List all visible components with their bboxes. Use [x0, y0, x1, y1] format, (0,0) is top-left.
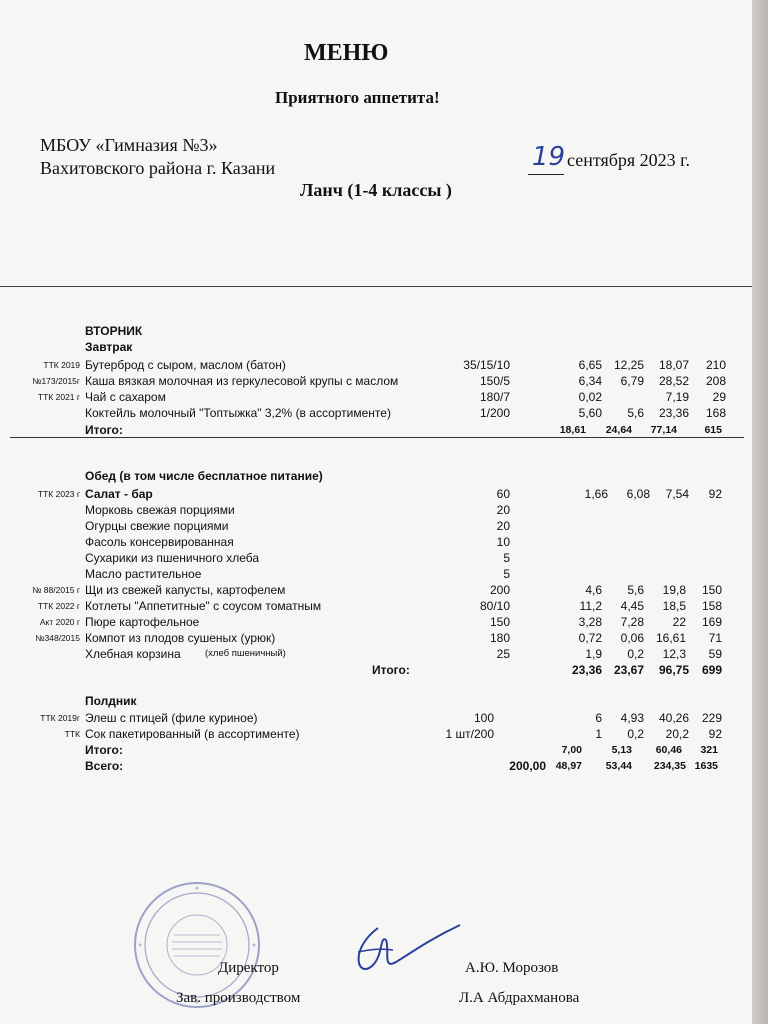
subtitle: Приятного аппетита! — [275, 88, 440, 107]
fats-total: 23,67 — [613, 663, 644, 677]
page-title: МЕНЮ — [304, 40, 389, 66]
dish-name: Пюре картофельное — [85, 615, 200, 629]
fats: 6,08 — [626, 487, 650, 501]
kcal: 168 — [705, 406, 726, 420]
production-name: Л.А Абдрахманова — [459, 990, 580, 1006]
carbs-total: 96,75 — [658, 663, 689, 677]
kcal-total: 615 — [704, 424, 722, 436]
portion: 1/200 — [479, 406, 510, 420]
paper-edge — [752, 0, 768, 1024]
portion: 20 — [496, 519, 510, 533]
snack-title: Полдник — [85, 694, 137, 708]
table-row — [0, 646, 752, 662]
proteins: 11,2 — [579, 599, 602, 613]
recipe-code: ТТК — [64, 729, 80, 739]
lunch-title: Обед (в том числе бесплатное питание) — [85, 469, 323, 483]
proteins-grand: 48,97 — [555, 760, 582, 772]
dish-name: Бутерброд с сыром, маслом (батон) — [85, 358, 286, 372]
dish-name: Коктейль молочный "Топтыжка" 3,2% (в ассортименте) — [85, 406, 391, 420]
fats-grand: 53,44 — [605, 760, 632, 772]
carbs: 20,2 — [665, 727, 689, 741]
recipe-code: ТТК 2022 г — [37, 601, 80, 611]
breakfast-title: Завтрак — [85, 340, 133, 354]
top-divider — [0, 286, 752, 287]
proteins-total: 23,36 — [571, 663, 602, 677]
snack-total-row — [0, 742, 752, 758]
fats-total: 24,64 — [605, 424, 632, 436]
carbs: 18,5 — [662, 599, 686, 613]
dish-name-note: (хлеб пшеничный) — [205, 648, 286, 659]
director-title: Директор — [218, 960, 279, 976]
kcal-grand: 1635 — [694, 760, 718, 772]
carbs-grand: 234,35 — [653, 760, 686, 772]
meal-title: Ланч (1-4 классы ) — [300, 180, 452, 200]
table-row — [0, 630, 752, 646]
kcal-total: 699 — [701, 663, 722, 677]
dish-name: Компот из плодов сушеных (урюк) — [85, 631, 276, 645]
portion: 100 — [473, 711, 494, 725]
portion: 1 шт/200 — [445, 727, 494, 741]
table-row — [0, 598, 752, 614]
proteins-total: 7,00 — [561, 744, 582, 756]
fats: 4,93 — [620, 711, 644, 725]
proteins: 1,9 — [585, 647, 602, 661]
table-row — [0, 726, 752, 742]
table-row — [0, 486, 752, 502]
table-row — [0, 582, 752, 598]
carbs: 28,52 — [658, 374, 689, 388]
table-row — [0, 614, 752, 630]
table-row — [0, 566, 752, 582]
fats-total: 5,13 — [611, 744, 632, 756]
proteins: 0,72 — [578, 631, 602, 645]
dish-name: Котлеты "Аппетитные" с соусом томатным — [85, 599, 322, 613]
carbs-total: 77,14 — [650, 424, 677, 436]
lunch-total-row — [0, 662, 752, 678]
portion: 5 — [503, 551, 510, 565]
date-text: сентября 2023 г. — [567, 150, 691, 170]
carbs: 22 — [672, 615, 686, 629]
section-divider — [10, 437, 744, 438]
portion: 180 — [489, 631, 510, 645]
proteins: 0,02 — [578, 390, 602, 404]
kcal: 150 — [701, 583, 722, 597]
dish-name: Хлебная корзина — [85, 647, 181, 661]
carbs-total: 60,46 — [655, 744, 682, 756]
director-name: А.Ю. Морозов — [465, 960, 559, 976]
breakfast-total-row — [0, 422, 752, 438]
grand-total-label: Всего: — [85, 759, 124, 773]
table-row — [0, 518, 752, 534]
dish-name: Щи из свежей капусты, картофелем — [85, 583, 286, 597]
grand-total-row — [0, 758, 752, 774]
table-row — [0, 534, 752, 550]
fats: 12,25 — [613, 358, 644, 372]
dish-name: Салат - бар — [85, 487, 153, 501]
dish-name: Чай с сахаром — [85, 390, 166, 404]
proteins: 1 — [595, 727, 602, 741]
fats: 5,6 — [627, 406, 644, 420]
table-row — [0, 373, 752, 389]
table-row — [0, 357, 752, 373]
fats: 6,79 — [620, 374, 644, 388]
carbs: 12,3 — [662, 647, 686, 661]
fats: 4,45 — [620, 599, 644, 613]
recipe-code: ТТК 2019 — [43, 360, 80, 370]
carbs: 7,54 — [665, 487, 689, 501]
dish-name: Масло растительное — [85, 567, 202, 581]
fats: 7,28 — [620, 615, 644, 629]
total-label: Итого: — [85, 743, 123, 757]
school-name: МБОУ «Гимназия №3» — [40, 135, 218, 155]
portion: 200 — [489, 583, 510, 597]
kcal: 169 — [701, 615, 722, 629]
director-signature — [338, 910, 468, 990]
carbs: 16,61 — [655, 631, 686, 645]
school-district: Вахитовского района г. Казани — [40, 158, 276, 178]
portion: 10 — [496, 535, 510, 549]
table-row — [0, 405, 752, 421]
portion: 180/7 — [479, 390, 510, 404]
portion: 20 — [496, 503, 510, 517]
portion: 60 — [496, 487, 510, 501]
proteins: 4,6 — [585, 583, 602, 597]
recipe-code: Акт 2020 г — [39, 617, 80, 627]
table-row — [0, 502, 752, 518]
kcal: 210 — [705, 358, 726, 372]
portion: 150/5 — [479, 374, 510, 388]
recipe-code: ТТК 2021 г — [37, 392, 80, 402]
recipe-code: №348/2015 — [35, 633, 80, 643]
proteins: 6 — [595, 711, 602, 725]
recipe-code: № 88/2015 г — [32, 585, 80, 595]
grand-weight: 200,00 — [509, 759, 546, 773]
date-day-handwritten: 19 — [532, 142, 566, 172]
proteins-total: 18,61 — [559, 424, 586, 436]
total-label: Итого: — [85, 423, 123, 437]
recipe-code: №173/2015г — [32, 376, 80, 386]
carbs: 7,19 — [665, 390, 689, 404]
fats: 0,2 — [627, 647, 644, 661]
total-label: Итого: — [372, 663, 410, 677]
kcal-total: 321 — [700, 744, 718, 756]
fats: 0,2 — [627, 727, 644, 741]
carbs: 18,07 — [658, 358, 689, 372]
fats: 5,6 — [627, 583, 644, 597]
proteins: 5,60 — [578, 406, 602, 420]
carbs: 40,26 — [658, 711, 689, 725]
kcal: 208 — [705, 374, 726, 388]
dish-name: Морковь свежая порциями — [85, 503, 235, 517]
proteins: 1,66 — [584, 487, 608, 501]
date-underline — [528, 174, 564, 175]
dish-name: Фасоль консервированная — [85, 535, 234, 549]
table-row — [0, 550, 752, 566]
production-title: Зав. производством — [176, 990, 301, 1006]
carbs: 19,8 — [662, 583, 686, 597]
kcal: 71 — [708, 631, 722, 645]
portion: 25 — [496, 647, 510, 661]
table-row — [0, 710, 752, 726]
recipe-code: ТТК 2019г — [40, 713, 80, 723]
kcal: 29 — [712, 390, 726, 404]
proteins: 6,34 — [578, 374, 602, 388]
portion: 5 — [503, 567, 510, 581]
recipe-code: ТТК 2023 г — [37, 489, 80, 499]
day-label: ВТОРНИК — [85, 324, 143, 338]
kcal: 92 — [708, 487, 722, 501]
dish-name: Каша вязкая молочная из геркулесовой крупы с маслом — [85, 374, 399, 388]
table-row — [0, 389, 752, 405]
kcal: 92 — [708, 727, 722, 741]
kcal: 229 — [701, 711, 722, 725]
carbs: 23,36 — [658, 406, 689, 420]
fats: 0,06 — [620, 631, 644, 645]
proteins: 6,65 — [578, 358, 602, 372]
portion: 35/15/10 — [463, 358, 510, 372]
kcal: 59 — [708, 647, 722, 661]
portion: 150 — [489, 615, 510, 629]
proteins: 3,28 — [578, 615, 602, 629]
dish-name: Огурцы свежие порциями — [85, 519, 229, 533]
dish-name: Элеш с птицей (филе куриное) — [85, 711, 258, 725]
dish-name: Сухарики из пшеничного хлеба — [85, 551, 260, 565]
portion: 80/10 — [479, 599, 510, 613]
kcal: 158 — [701, 599, 722, 613]
dish-name: Сок пакетированный (в ассортименте) — [85, 727, 300, 741]
